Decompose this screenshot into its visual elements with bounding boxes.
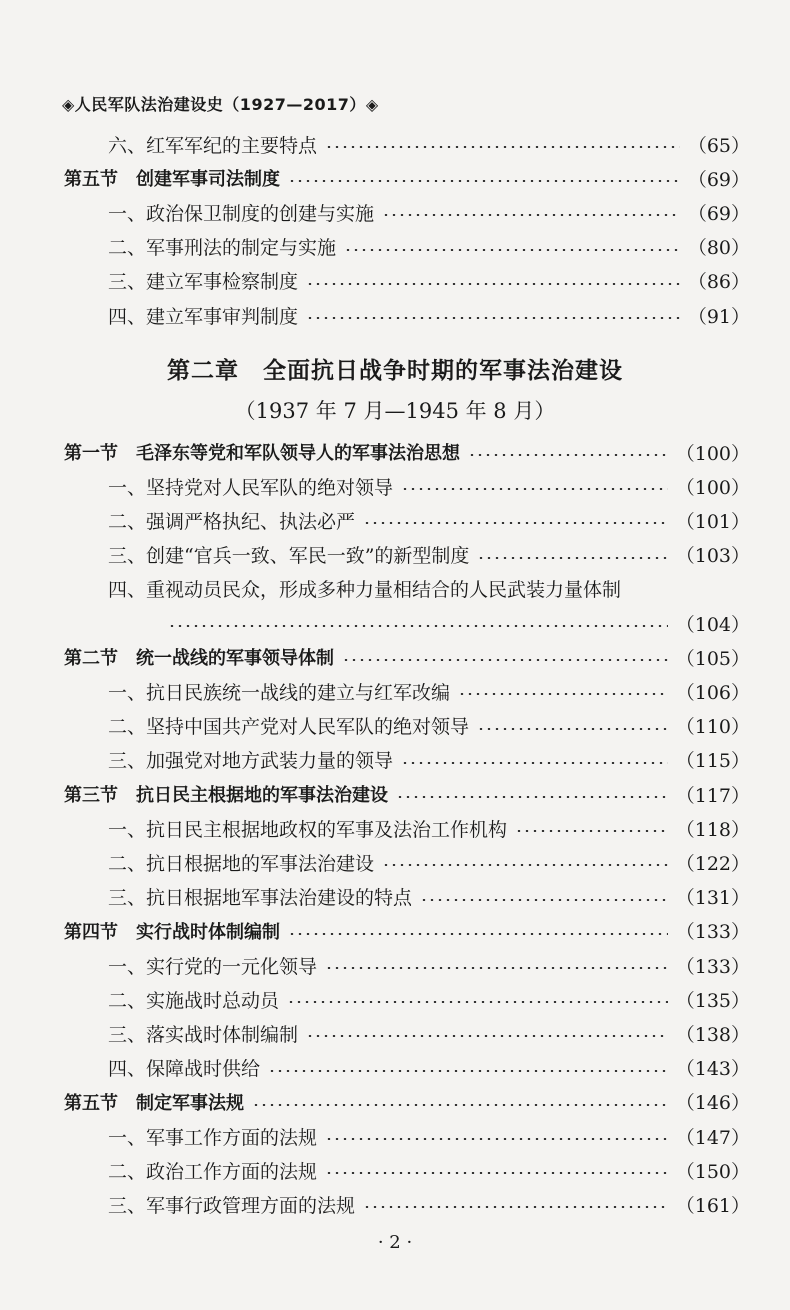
dot-leader <box>401 762 668 764</box>
toc-section-entry <box>0 779 790 809</box>
toc-page-number: （106） <box>675 681 750 704</box>
toc-section-entry <box>0 916 790 946</box>
toc-entry <box>0 1018 790 1048</box>
toc-entry-title: 第三节 抗日民主根据地的军事法治建设 <box>64 785 388 806</box>
toc-entry <box>0 950 790 980</box>
dot-leader <box>325 1138 668 1140</box>
toc-entry <box>0 505 790 535</box>
toc-page-number: （150） <box>675 1160 750 1183</box>
toc-entry <box>0 1121 790 1151</box>
toc-page-number: （115） <box>675 750 750 773</box>
toc-entry-title: 三、军事行政管理方面的法规 <box>108 1194 356 1217</box>
toc-page-number: （103） <box>675 545 750 568</box>
toc-page-number: （86） <box>687 271 750 294</box>
toc-entry-title: 三、抗日根据地军事法治建设的特点 <box>108 887 413 910</box>
dot-leader <box>287 1001 668 1003</box>
toc-section-entry <box>0 163 790 193</box>
toc-entry <box>0 711 790 741</box>
toc-entry-title: 第二节 统一战线的军事领导体制 <box>64 648 334 670</box>
toc-page-number: （100） <box>675 442 750 465</box>
dot-leader <box>396 796 668 798</box>
toc-entry <box>0 984 790 1014</box>
dot-leader <box>468 454 668 456</box>
toc-page-number: （147） <box>675 1126 750 1149</box>
toc-page-number: （135） <box>675 989 750 1012</box>
toc-entry <box>0 1189 790 1219</box>
toc-section-entry <box>0 1087 790 1117</box>
toc-entry-title: 一、政治保卫制度的创建与实施 <box>108 202 375 225</box>
dot-leader <box>344 249 680 251</box>
toc-page-number: （105） <box>675 647 750 670</box>
dot-leader <box>401 488 668 490</box>
toc-entry-title: 六、红军军纪的主要特点 <box>108 134 318 157</box>
toc-page-number: （110） <box>675 716 750 739</box>
toc-page-number: （118） <box>675 818 750 841</box>
toc-entry-title: 第五节 制定军事法规 <box>64 1092 244 1114</box>
dot-leader <box>515 830 668 832</box>
dot-leader <box>382 214 680 216</box>
toc-entry-title: 第一节 毛泽东等党和军队领导人的军事法治思想 <box>64 443 460 464</box>
toc-section-entry <box>0 437 790 467</box>
toc-section-entry <box>0 642 790 672</box>
dot-leader <box>268 1070 668 1072</box>
dot-leader <box>306 1035 668 1037</box>
dot-leader <box>325 146 680 148</box>
toc-page-number: （133） <box>675 955 750 978</box>
toc-page-number: （146） <box>675 1092 750 1115</box>
toc-entry-title: 三、建立军事检察制度 <box>108 271 299 294</box>
toc-entry-title: 二、军事刑法的制定与实施 <box>108 237 337 260</box>
toc-page-number: （117） <box>675 784 750 807</box>
toc-entry-title: 二、政治工作方面的法规 <box>108 1160 318 1183</box>
toc-entry-title: 二、坚持中国共产党对人民军队的绝对领导 <box>108 716 470 739</box>
dot-leader <box>252 1104 668 1106</box>
chapter-subtitle: （1937 年 7 月—1945 年 8 月） <box>234 399 556 423</box>
toc-entry <box>0 1155 790 1185</box>
toc-entry-title: 三、落实战时体制编制 <box>108 1023 299 1046</box>
toc-entry <box>0 813 790 843</box>
toc-entry-title: 二、实施战时总动员 <box>108 989 280 1012</box>
toc-page-number: （69） <box>687 168 750 191</box>
toc-entry-title: 一、抗日民主根据地政权的军事及法治工作机构 <box>108 818 508 841</box>
toc-entry <box>0 266 790 296</box>
toc-entry-title: 三、创建“官兵一致、军民一致”的新型制度 <box>108 545 470 568</box>
toc-page-number: （69） <box>687 202 750 225</box>
dot-leader <box>288 180 680 182</box>
toc-entry-title: 第四节 实行战时体制编制 <box>64 921 280 943</box>
toc-entry-title: 四、建立军事审判制度 <box>108 305 299 328</box>
toc-entry-title: 四、重视动员民众，形成多种力量相结合的人民武装力量体制 <box>108 579 622 602</box>
toc-entry <box>0 300 790 330</box>
toc-entry <box>0 847 790 877</box>
toc-entry-title: 四、保障战时供给 <box>108 1058 261 1081</box>
toc-entry-title: 三、加强党对地方武装力量的领导 <box>108 750 394 773</box>
toc-page-number: （104） <box>675 613 750 636</box>
toc-entry <box>0 197 790 227</box>
dot-leader <box>477 557 667 559</box>
toc-page-number: （100） <box>675 476 750 499</box>
toc-entry <box>0 1053 790 1083</box>
toc-entry <box>0 676 790 706</box>
toc-page-number: （143） <box>675 1058 750 1081</box>
toc-entry-title: 一、坚持党对人民军队的绝对领导 <box>108 476 394 499</box>
dot-leader <box>363 1206 668 1208</box>
page-number: · 2 · <box>377 1232 413 1253</box>
toc-page-number: （122） <box>675 852 750 875</box>
dot-leader <box>363 522 668 524</box>
dot-leader <box>382 864 668 866</box>
dot-leader <box>306 283 680 285</box>
dot-leader <box>458 693 668 695</box>
dot-leader <box>306 317 680 319</box>
toc-entry <box>0 471 790 501</box>
dot-leader <box>477 728 668 730</box>
dot-leader <box>420 899 668 901</box>
toc-entry <box>0 745 790 775</box>
toc-page-number: （131） <box>675 887 750 910</box>
dot-leader <box>325 1172 668 1174</box>
toc-entry-title: 二、强调严格执纪、执法必严 <box>108 510 356 533</box>
toc-entry-title: 二、抗日根据地的军事法治建设 <box>108 852 375 875</box>
toc-entry <box>0 232 790 262</box>
toc-page-number: （91） <box>687 305 750 328</box>
dot-leader <box>168 625 668 627</box>
toc-page-number: （101） <box>675 510 750 533</box>
toc-entry-title: 一、实行党的一元化领导 <box>108 955 318 978</box>
toc-page-number: （138） <box>675 1023 750 1046</box>
toc-entry <box>0 574 790 604</box>
toc-page-number: （161） <box>675 1194 750 1217</box>
toc-page-number: （133） <box>675 921 750 944</box>
toc-entry-title: 一、抗日民族统一战线的建立与红军改编 <box>108 681 451 704</box>
toc-entry <box>0 129 790 159</box>
toc-entry <box>0 540 790 570</box>
dot-leader <box>342 659 668 661</box>
toc-page-number: （80） <box>687 237 750 260</box>
dot-leader <box>288 933 668 935</box>
chapter-title: 第二章 全面抗日战争时期的军事法治建设 <box>167 357 623 384</box>
toc-entry-title: 第五节 创建军事司法制度 <box>64 169 280 191</box>
toc-entry <box>0 882 790 912</box>
dot-leader <box>325 967 668 969</box>
toc-page-number: （65） <box>687 134 750 157</box>
toc-entry <box>0 608 790 638</box>
toc-entry-title: 一、军事工作方面的法规 <box>108 1126 318 1149</box>
running-header: ◈人民军队法治建设史（1927—2017）◈ <box>62 95 379 114</box>
